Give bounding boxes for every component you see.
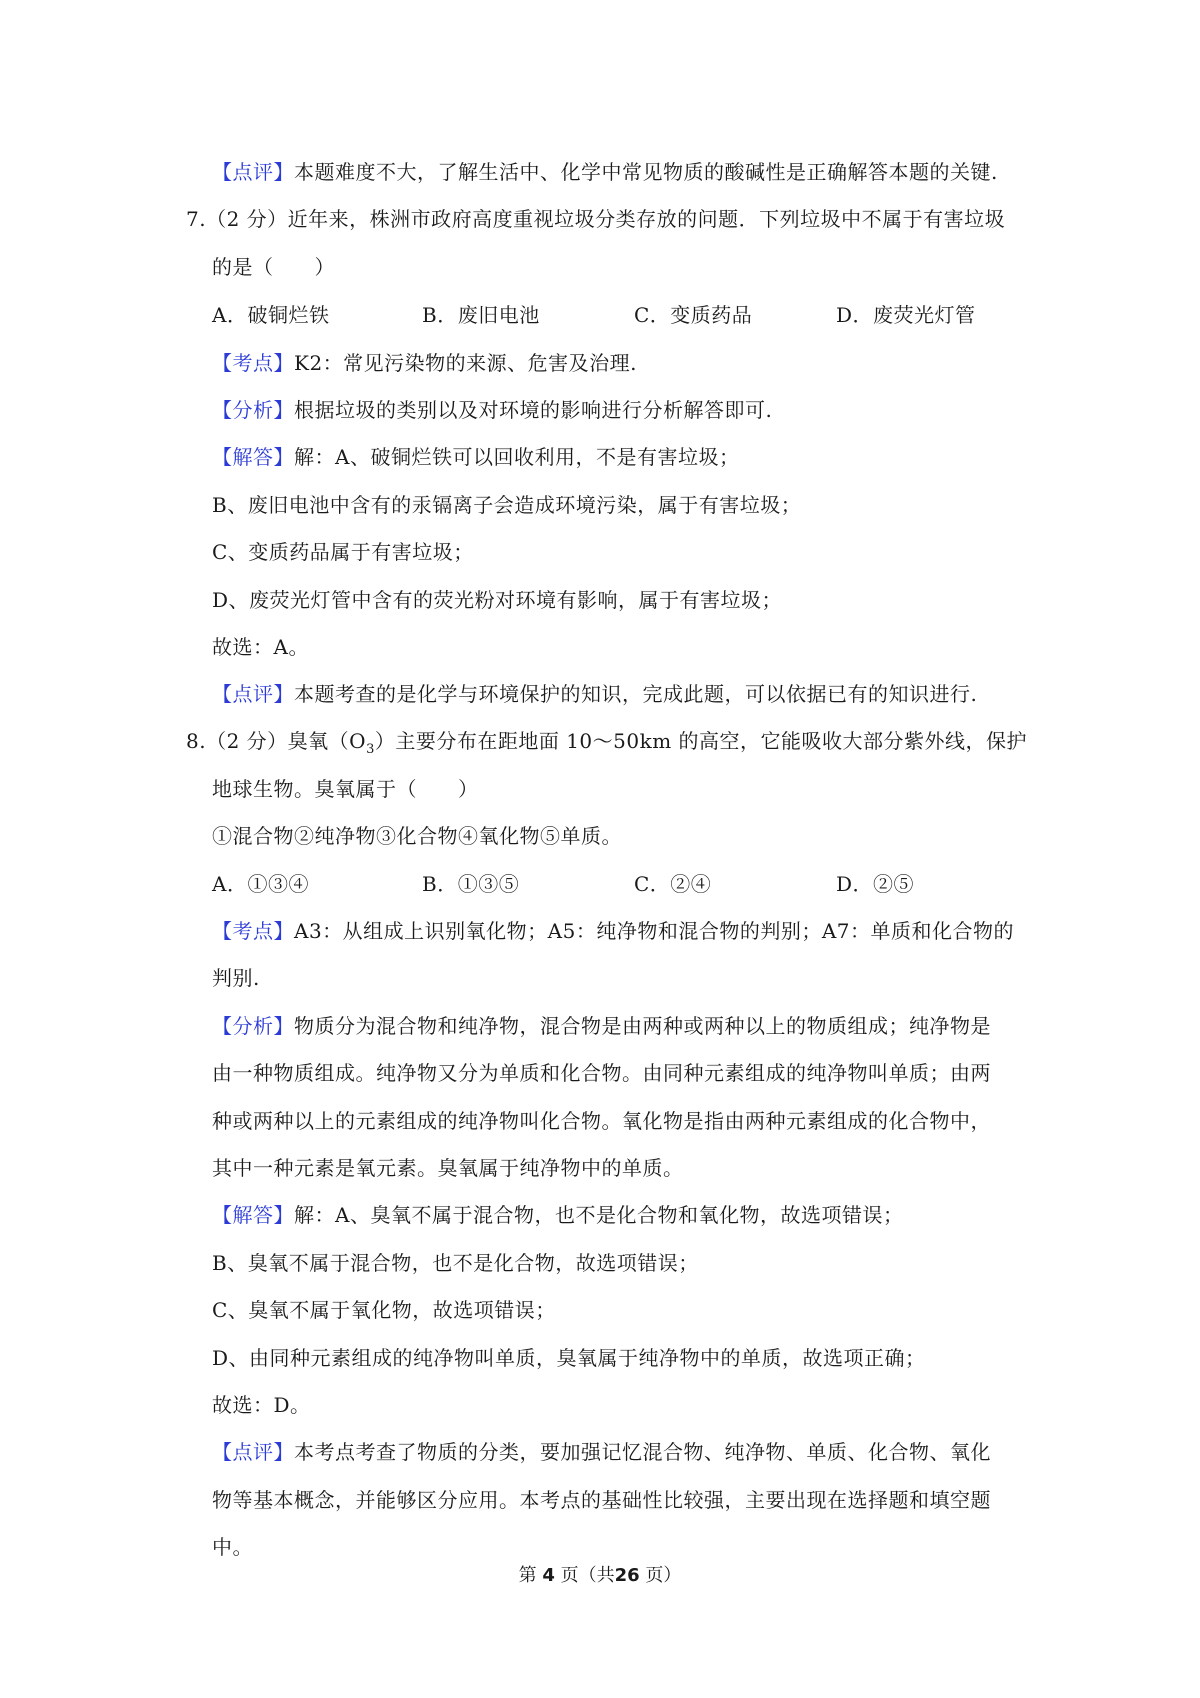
q8-kaodian-line (212, 917, 1014, 945)
q7-stem-line: 7.（2 分）近年来，株洲市政府高度重视垃圾分类存放的问题．下列垃圾中不属于有害垃圾 (186, 207, 1006, 231)
q8-fenxi-line-2: 由一种物质组成。纯净物又分为单质和化合物。由同种元素组成的纯净物叫单质；由两 (212, 1061, 991, 1085)
jieda-text: 解：A、破铜烂铁可以回收利用，不是有害垃圾； (294, 445, 740, 469)
q8-fenxi-line-3: 种或两种以上的元素组成的纯净物叫化合物。氧化物是指由两种元素组成的化合物中， (212, 1109, 991, 1133)
q7-fenxi-line (212, 396, 772, 424)
q8-option-c: C．②④ (634, 872, 712, 896)
q8-option-d: D．②⑤ (836, 872, 915, 896)
q7-answer-c: C、变质药品属于有害垃圾； (212, 540, 474, 564)
jieda-tag: 【解答】 (212, 445, 294, 469)
q8-stem-line: 8.（2 分）臭氧$(O_3)$主要分布在距地面 10～50km 的高空，它能吸收大部分紫外线，保护 (186, 729, 1028, 757)
q8-review-line-2: 物等基本概念，并能够区分应用。本考点的基础性比较强，主要出现在选择题和填空题 (212, 1488, 991, 1512)
q8-stem-line-3: ①混合物②纯净物③化合物④氧化物⑤单质。 (212, 824, 622, 848)
review-tag: 【点评】 (212, 682, 294, 706)
q8-review-line (212, 1438, 991, 1466)
page-number: 4 (542, 1565, 555, 1586)
review-text: 本考点考查了物质的分类，要加强记忆混合物、纯净物、单质、化合物、氧化 (294, 1440, 991, 1464)
q7-option-b: B．废旧电池 (422, 303, 540, 327)
total-pages: 26 (614, 1565, 640, 1586)
q7-jieda-line (212, 443, 739, 471)
q8-fenxi-line-4: 其中一种元素是氧元素。臭氧属于纯净物中的单质。 (212, 1156, 684, 1180)
q6-review-line (212, 158, 998, 186)
q8-answer-d: D、由同种元素组成的纯净物叫单质，臭氧属于纯净物中的单质，故选项正确； (212, 1346, 926, 1370)
kaodian-tag: 【考点】 (212, 919, 294, 943)
q8-jieda-line (212, 1201, 903, 1229)
review-tag: 【点评】 (212, 1440, 294, 1464)
q7-kaodian-line (212, 349, 637, 377)
review-text: 本题考查的是化学与环境保护的知识，完成此题，可以依据已有的知识进行. (294, 682, 978, 706)
q7-option-a: A．破铜烂铁 (212, 303, 330, 327)
q7-answer-b: B、废旧电池中含有的汞镉离子会造成环境污染，属于有害垃圾； (212, 493, 802, 517)
fenxi-tag: 【分析】 (212, 1014, 294, 1038)
q8-stem-line-2: 地球生物。臭氧属于（ ） (212, 777, 479, 801)
fenxi-text: 根据垃圾的类别以及对环境的影响进行分析解答即可. (294, 398, 773, 422)
q7-stem-line-2: 的是（ ） (212, 255, 335, 279)
q8-choice: 故选：D。 (212, 1393, 311, 1417)
q8-kaodian-line-2: 判别. (212, 966, 260, 990)
kaodian-tag: 【考点】 (212, 351, 294, 375)
fenxi-text: 物质分为混合物和纯净物，混合物是由两种或两种以上的物质组成；纯净物是 (294, 1014, 991, 1038)
q7-answer-d: D、废荧光灯管中含有的荧光粉对环境有影响，属于有害垃圾； (212, 588, 783, 612)
page-footer: 第 4 页（共26 页） (518, 1565, 682, 1586)
q7-choice: 故选：A。 (212, 635, 309, 659)
q7-review-line (212, 680, 977, 708)
q7-option-c: C．变质药品 (634, 303, 753, 327)
review-tag: 【点评】 (212, 160, 294, 184)
q8-review-line-3: 中。 (212, 1535, 253, 1559)
subscript-3: 3 (366, 742, 375, 757)
kaodian-text: K2：常见污染物的来源、危害及治理. (294, 351, 638, 375)
q8-option-a: A．①③④ (212, 872, 309, 896)
review-text: 本题难度不大，了解生活中、化学中常见物质的酸碱性是正确解答本题的关键. (294, 160, 998, 184)
jieda-tag: 【解答】 (212, 1203, 294, 1227)
q8-answer-b: B、臭氧不属于混合物，也不是化合物，故选项错误； (212, 1251, 699, 1275)
q8-option-b: B．①③⑤ (422, 872, 520, 896)
q8-fenxi-line (212, 1012, 991, 1040)
fenxi-tag: 【分析】 (212, 398, 294, 422)
kaodian-text: A3：从组成上识别氧化物；A5：纯净物和混合物的判别；A7：单质和化合物的 (294, 919, 1015, 943)
jieda-text: 解：A、臭氧不属于混合物，也不是化合物和氧化物，故选项错误； (294, 1203, 904, 1227)
q7-option-d: D．废荧光灯管 (836, 303, 976, 327)
q8-answer-c: C、臭氧不属于氧化物，故选项错误； (212, 1298, 556, 1322)
